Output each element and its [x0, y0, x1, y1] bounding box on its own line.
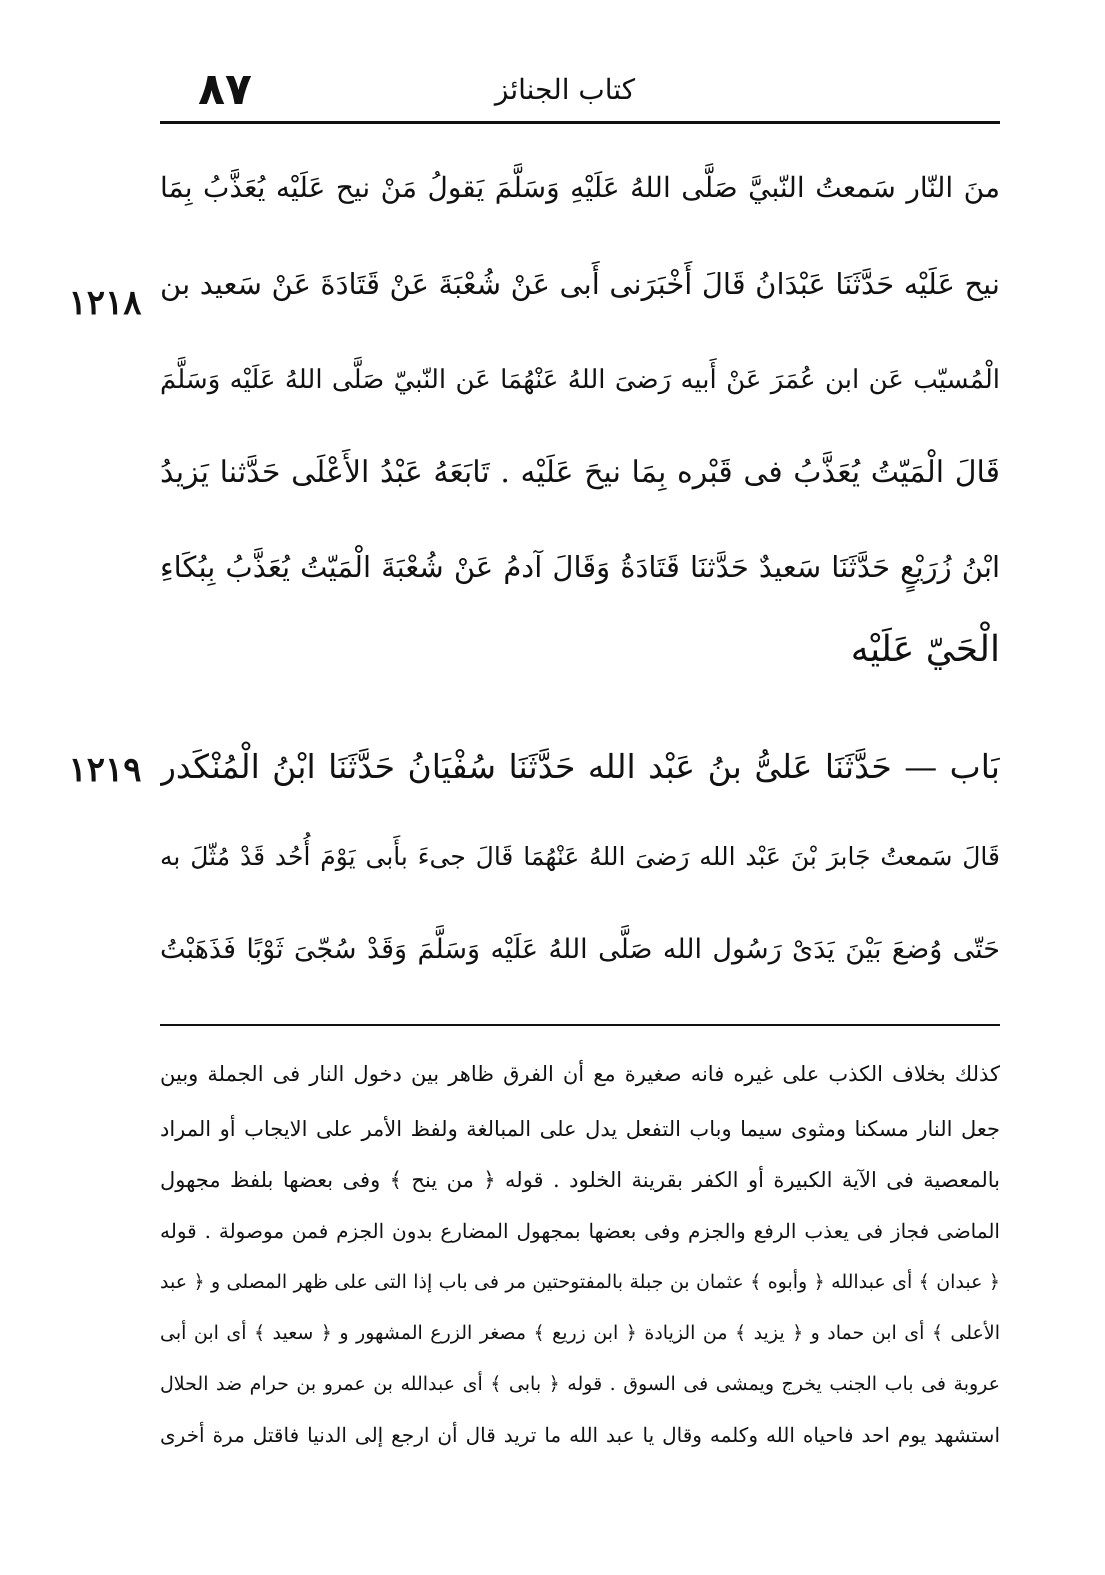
note-line-8: استشهد يوم احد فاحياه الله وكلمه وقال يا عبد الله ما تريد قال أن ارجع إلى الدنيا فاقتل مرة أخرى	[160, 1423, 1000, 1447]
note-line-3: بالمعصية فى الآية الكبيرة أو الكفر بقرينة الخلود . قوله ﴿ من ينح ﴾ وفى بعضها بلفظ مجهول	[160, 1168, 1000, 1192]
hadith-number-1219: ١٢١٩	[68, 750, 142, 790]
main-text-line-8: قَالَ سَمعتُ جَابرَ بْنَ عَبْد الله رَضىَ اللهُ عَنْهُمَا قَالَ جىءَ بأَبى يَوْمَ أُحُد قَدْ مُثّلَ به	[160, 842, 1000, 871]
note-line-6: الأعلى ﴾ أى ابن حماد و ﴿ يزيد ﴾ من الزيادة ﴿ ابن زريع ﴾ مصغر الزرع المشهور و ﴿ سعيد ﴾ أى ابن أبى	[160, 1322, 1000, 1344]
note-line-1: كذلك بخلاف الكذب على غيره فانه صغيرة مع أن الفرق ظاهر بين دخول النار فى الجملة وبين	[160, 1062, 1000, 1086]
note-line-4: الماضى فجاز فى يعذب الرفع والجزم وفى بعضها بمجهول المضارع بدون الجزم فمن موصولة . قوله	[160, 1219, 1000, 1243]
running-header-title: كتاب الجنائز	[494, 73, 636, 106]
main-text-line-2: نيح عَلَيْه حَدَّثَنَا عَبْدَانُ قَالَ أَخْبَرَنى أَبى عَنْ شُعْبَةَ عَنْ قَتَادَةَ عَنْ سَعيد بن	[160, 267, 1000, 301]
note-line-2: جعل النار مسكنا ومثوى سيما وباب التفعل يدل على المبالغة ولفظ الأمر على الايجاب أو المراد	[160, 1117, 1000, 1141]
main-text-line-9: حَتّى وُضعَ بَيْنَ يَدَىْ رَسُول الله صَلَّى اللهُ عَلَيْه وَسَلَّمَ وَقَدْ سُجّىَ ثَوْبًا فَذَهَبْتُ	[160, 934, 1000, 965]
header-rule	[160, 121, 1000, 124]
main-text-line-1: منَ النّار سَمعتُ النّبيَّ صَلَّى اللهُ عَلَيْهِ وَسَلَّمَ يَقولُ مَنْ نيح عَلَيْه يُعَذَّبُ بِمَا	[160, 171, 1000, 204]
note-line-5: ﴿ عبدان ﴾ أى عبدالله ﴿ وأبوه ﴾ عثمان بن جبلة بالمفتوحتين مر فى باب إذا التى على ظهر المصلى و ﴿ عبد	[160, 1271, 1000, 1293]
note-line-7: عروبة فى باب الجنب يخرج ويمشى فى السوق . قوله ﴿ بابى ﴾ أى عبدالله بن عمرو بن حرام ضد الحلال	[160, 1373, 1000, 1395]
main-text-line-6: الْحَيّ عَلَيْه	[850, 629, 1000, 670]
main-text-line-4: قَالَ الْمَيّتُ يُعَذَّبُ فى قَبْره بِمَا نيحَ عَلَيْه . تَابَعَهُ عَبْدُ الأَعْلَى حَدَّثنا يَزيدُ	[160, 455, 1000, 490]
main-text-line-5: ابْنُ زُرَيْعٍ حَدَّثَنَا سَعيدٌ حَدَّثنَا قَتَادَةُ وَقَالَ آدمُ عَنْ شُعْبَةَ الْمَيّتُ يُعَذَّبُ بِبُكَاءِ	[160, 550, 1000, 584]
main-text-line-3: الْمُسيّب عَن ابن عُمَرَ عَنْ أَبيه رَضىَ اللهُ عَنْهُمَا عَن النّبيّ صَلَّى اللهُ عَلَيْه وَسَلَّمَ	[160, 365, 1000, 395]
hadith-number-1218: ١٢١٨	[68, 283, 142, 323]
footnote-rule	[160, 1024, 1000, 1026]
page-number: ٨٧	[198, 64, 252, 115]
main-text-line-7: بَاب — حَدَّثَنَا عَلىُّ بنُ عَبْد الله حَدَّثَنَا سُفْيَانُ حَدَّثَنَا ابْنُ الْمُنْكَدر	[160, 747, 1000, 786]
